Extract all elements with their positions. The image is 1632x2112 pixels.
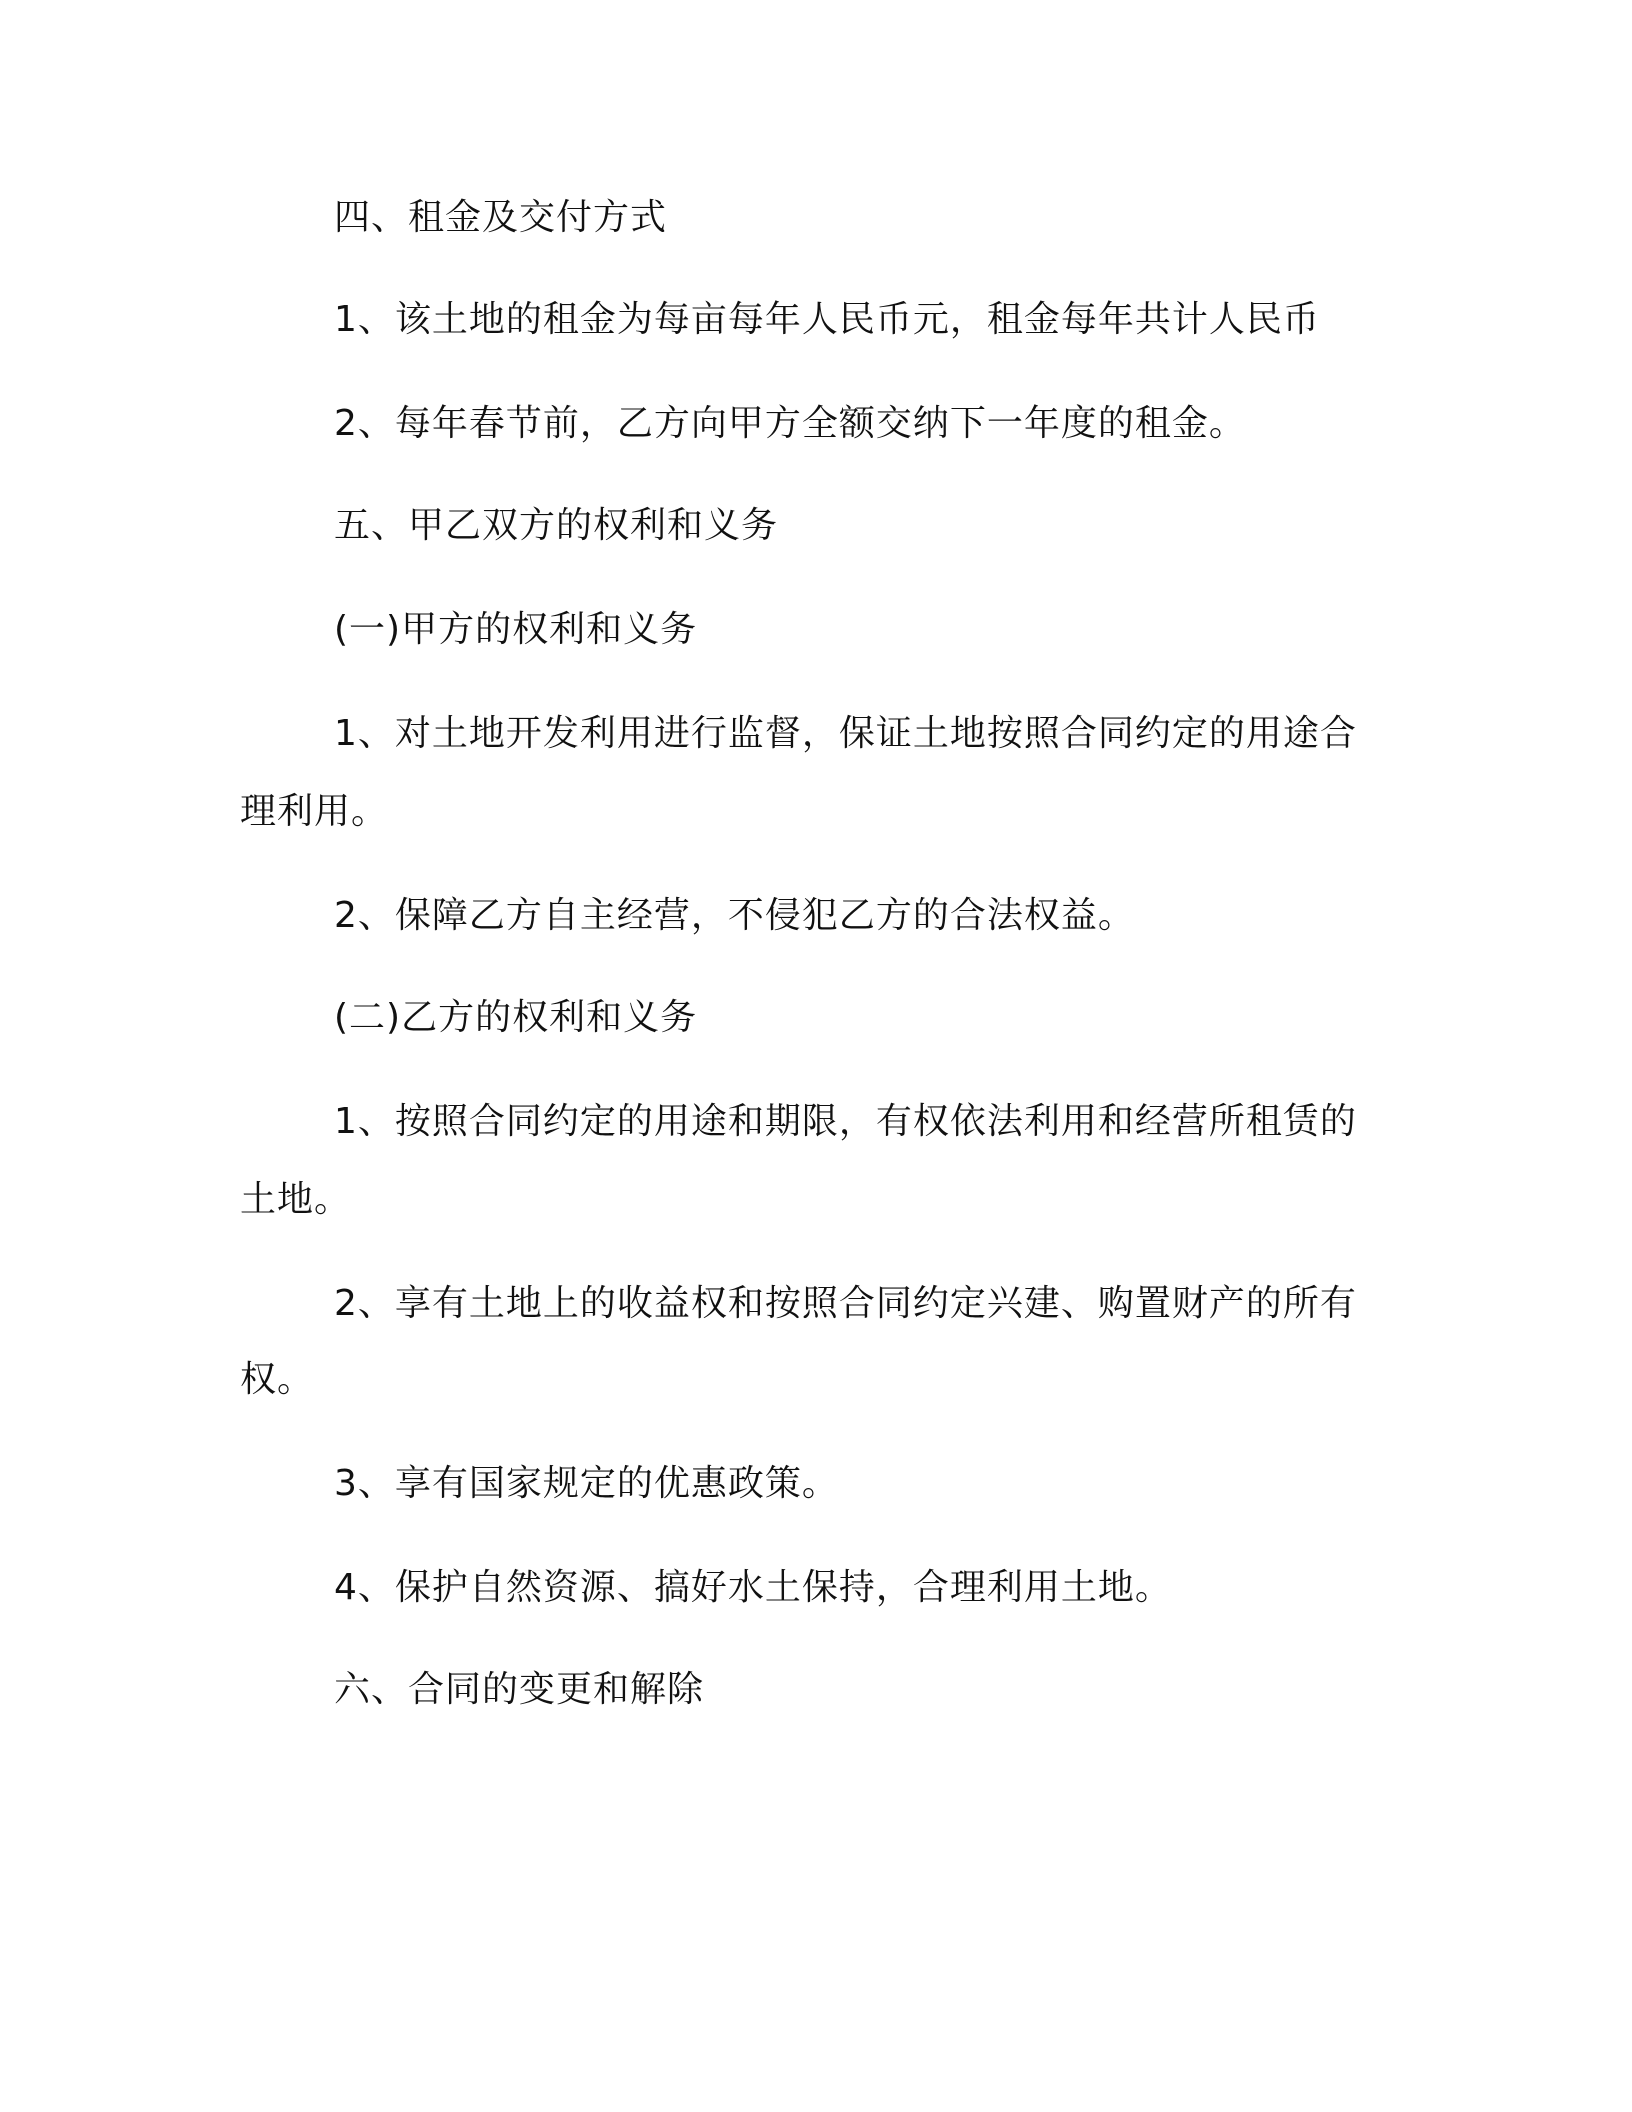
paragraph-line: 3、享有国家规定的优惠政策。 <box>334 1463 839 1504</box>
section-heading-change: 六、合同的变更和解除 <box>334 1669 705 1710</box>
paragraph-line: 2、每年春节前，乙方向甲方全额交纳下一年度的租金。 <box>334 403 1246 444</box>
paragraph-line: 4、保护自然资源、搞好水土保持，合理利用土地。 <box>334 1567 1172 1608</box>
paragraph-line: 1、对土地开发利用进行监督，保证土地按照合同约定的用途合 <box>334 713 1357 754</box>
section-heading-rights: 五、甲乙双方的权利和义务 <box>334 505 779 546</box>
subsection-heading-party-a: (一)甲方的权利和义务 <box>334 609 698 650</box>
paragraph-line-continuation: 权。 <box>240 1359 315 1400</box>
paragraph-line-continuation: 理利用。 <box>240 791 389 832</box>
paragraph-line: 2、享有土地上的收益权和按照合同约定兴建、购置财产的所有 <box>334 1283 1357 1324</box>
paragraph-line-continuation: 土地。 <box>240 1179 352 1220</box>
paragraph-line: 1、该土地的租金为每亩每年人民币元，租金每年共计人民币 <box>334 299 1320 340</box>
paragraph-line: 2、保障乙方自主经营，不侵犯乙方的合法权益。 <box>334 895 1135 936</box>
paragraph-line: 1、按照合同约定的用途和期限，有权依法利用和经营所租赁的 <box>334 1101 1357 1142</box>
subsection-heading-party-b: (二)乙方的权利和义务 <box>334 997 698 1038</box>
section-heading-rent: 四、租金及交付方式 <box>334 197 668 238</box>
